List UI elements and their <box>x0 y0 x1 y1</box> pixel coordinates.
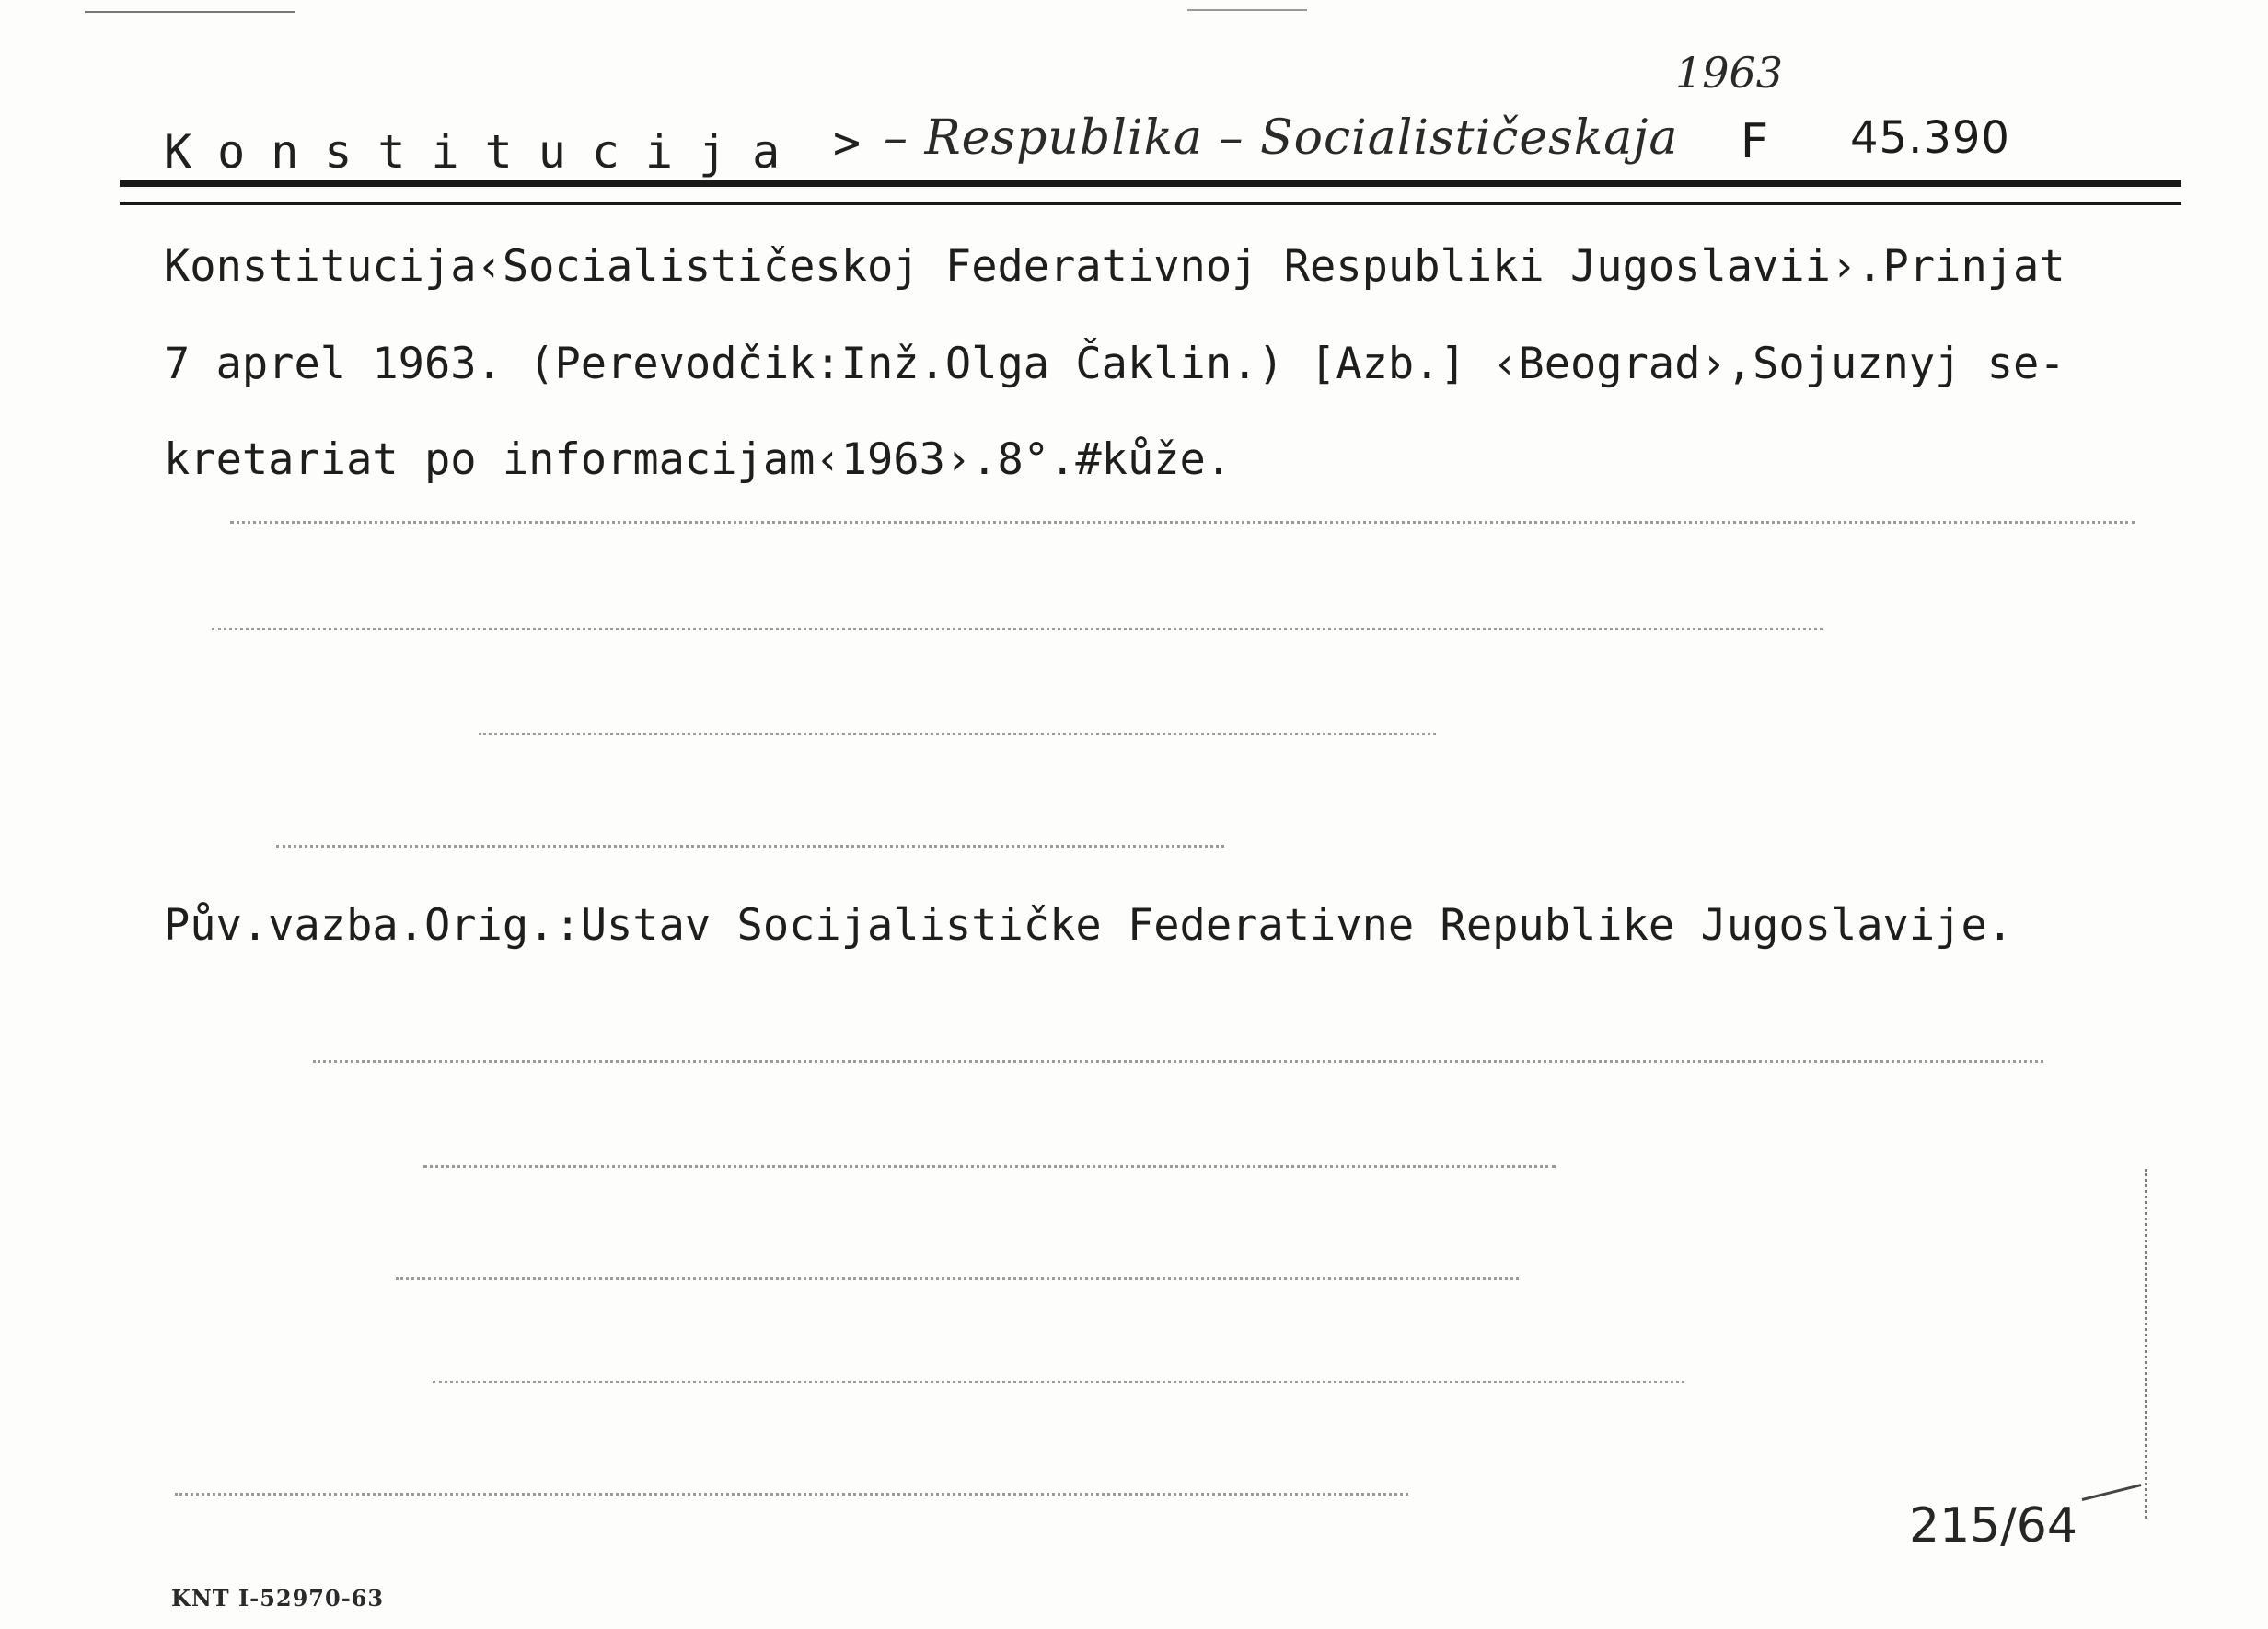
header-rule-thick <box>120 180 2181 187</box>
guide-row <box>433 1381 1684 1383</box>
guide-row <box>313 1060 2043 1063</box>
footer-code: KNT I-52970-63 <box>171 1585 385 1612</box>
guide-row <box>276 845 1224 848</box>
top-edge-mark <box>1187 9 1307 11</box>
card-heading: Konstitucija <box>164 125 806 179</box>
card-text-line: Pův.vazba.Orig.:Ustav Socijalističke Federativne Republike Jugoslavije. <box>164 900 2014 951</box>
card-text-line: 7 aprel 1963. (Perevodčik:Inž.Olga Čaklin.) [Azb.] ‹Beograd›,Sojuznyj se- <box>164 339 2066 389</box>
header-rule-thin <box>120 202 2181 205</box>
handwritten-year: 1963 <box>1675 48 1784 98</box>
shelf-letter: F <box>1740 114 1769 169</box>
top-edge-mark <box>85 11 295 13</box>
right-margin-dots <box>2145 1169 2147 1519</box>
guide-row <box>479 733 1436 735</box>
guide-row <box>212 628 1822 630</box>
guide-row <box>230 521 2135 524</box>
heading-arrow: > <box>833 116 862 169</box>
inventory-stroke <box>2082 1484 2142 1501</box>
inventory-number: 215/64 <box>1909 1498 2077 1554</box>
card-text-line: Konstitucija‹Socialističeskoj Federativnoj Respubliki Jugoslavii›.Prinjat <box>164 241 2066 292</box>
guide-row <box>423 1165 1556 1168</box>
card-text-line: kretariat po informacijam‹1963›.8°.#kůže. <box>164 434 1232 485</box>
shelf-number: 45.390 <box>1850 112 2010 164</box>
guide-row <box>175 1493 1408 1496</box>
guide-row <box>396 1277 1519 1280</box>
handwritten-subject: – Respublika – Socialističeskaja <box>884 110 1679 166</box>
